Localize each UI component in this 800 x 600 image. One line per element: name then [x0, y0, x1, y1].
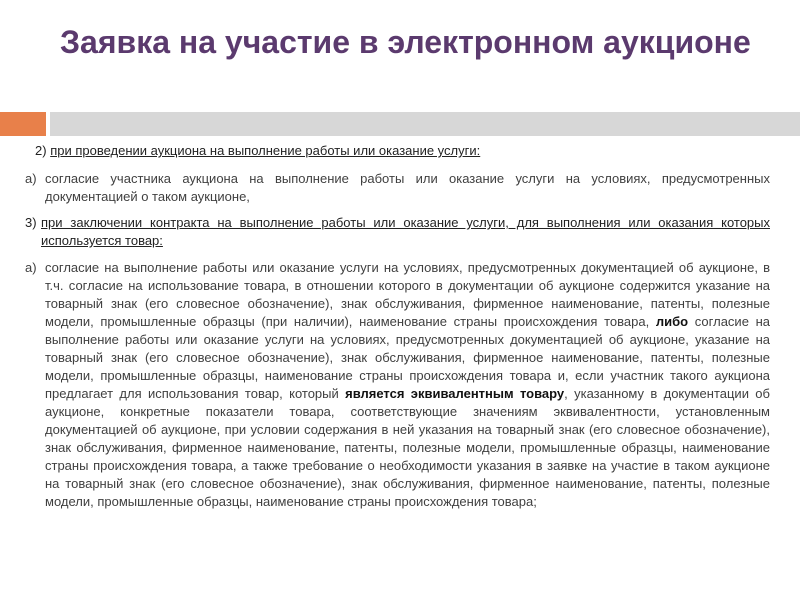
section-3-item-a [25, 259, 770, 511]
section-2-number: 2) [35, 143, 47, 158]
text-part-2: согласие на выполнение работы или оказание услуги на условиях, предусмотренных документацией об аукционе, указание на товарный знак (его словесное обозначение), знак обслуживания, фирменное наименование, патенты, полезные модели, промышленные образцы, наименование страны происхождения товара и, если участник такого аукциона предлагает для использования товар, который [45, 314, 770, 401]
section-3-number: 3) [25, 215, 37, 230]
accent-bar-orange [0, 112, 46, 136]
section-2-item-a [25, 170, 770, 206]
section-3-heading-text: при заключении контракта на выполнение работы или оказание услуги, для выполнения или оказания которых используется товар: [41, 215, 770, 248]
text-part-1: согласие на выполнение работы или оказание услуги на условиях, предусмотренных документацией об аукционе, в т.ч. согласие на использование товара, в отношении которого в документации об аукционе содержится указание на товарный знак (его словесное обозначение), знак обслуживания, фирменное наименование, патенты, полезные модели, промышленные образцы (при наличии), наименование страны происхождения товара, [45, 260, 770, 329]
bold-equivalent: является эквивалентным товару [345, 386, 565, 401]
section-2-heading-text: при проведении аукциона на выполнение работы или оказание услуги: [50, 143, 481, 158]
section-3-item-a-text [45, 259, 770, 511]
text-part-3: , указанному в документации об аукционе, конкретные показатели товара, соответствующие значениям эквивалентности, установленным документацией об аукционе, при условии содержания в ней указания на товарный знак (его словесное обозначение), знак обслуживания, фирменное наименование, патенты, полезные модели, промышленные образцы, наименование страны происхождения товара, а также требование о необходимости указания в заявке на участие в таком аукционе на товарный знак (его словесное обозначение), знак обслуживания, фирменное наименование, патенты, полезные модели, промышленные образцы, наименование страны происхождения товара; [45, 386, 770, 509]
slide-content [25, 142, 770, 519]
item-marker: а) [25, 260, 37, 275]
slide-title: Заявка на участие в электронном аукционе [60, 24, 751, 60]
section-2-item-a-text: согласие участника аукциона на выполнение работы или оказание услуги на условиях, предусмотренных документацией о таком аукционе, [45, 171, 770, 204]
section-2-heading [25, 142, 770, 160]
item-marker: а) [25, 171, 37, 186]
accent-bar-gray [50, 112, 800, 136]
bold-either: либо [655, 314, 689, 329]
section-3-heading [25, 214, 770, 250]
